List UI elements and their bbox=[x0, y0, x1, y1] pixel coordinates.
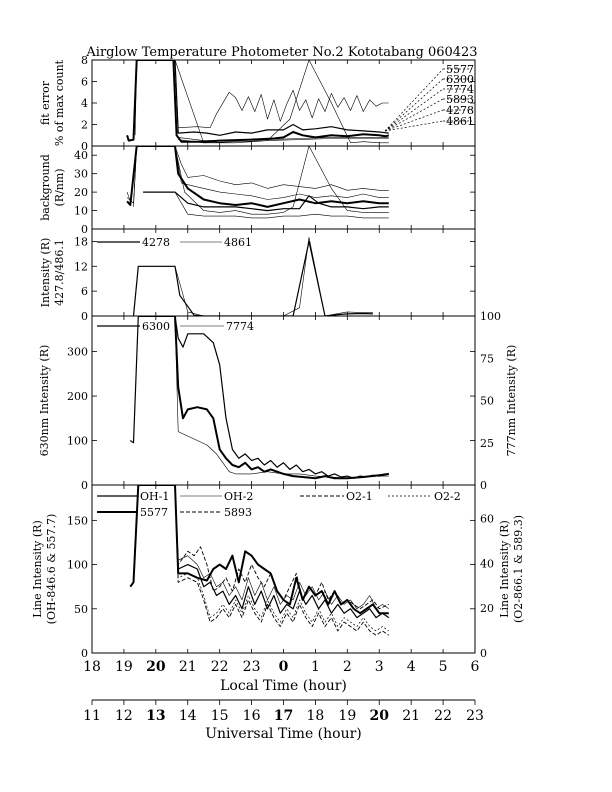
y-tick-label: 20 bbox=[74, 186, 88, 200]
series-line-7774 bbox=[134, 60, 389, 135]
legend-label: OH-2 bbox=[224, 490, 254, 503]
series-line-6300 bbox=[127, 146, 389, 201]
y-axis-label: Line Intensity (R) bbox=[31, 520, 44, 618]
x-tick-label-local: 6 bbox=[470, 659, 480, 675]
series-group bbox=[130, 485, 389, 635]
x-tick-label-local: 1 bbox=[310, 659, 320, 675]
series-label-7774: 7774 bbox=[446, 83, 474, 96]
legend-label: O2-2 bbox=[434, 490, 461, 503]
series-line-5577 bbox=[127, 146, 389, 207]
y-tick-label: 18 bbox=[74, 235, 88, 249]
y-axis-label: background bbox=[39, 154, 52, 221]
x-tick-label-ut: 15 bbox=[210, 708, 229, 724]
series-line-4861 bbox=[175, 192, 389, 218]
y-axis-label: % of max count bbox=[53, 59, 66, 147]
series-line-6300-a- bbox=[130, 316, 389, 478]
x-axis-label-ut: Universal Time (hour) bbox=[205, 726, 362, 742]
x-tick-label-local: 0 bbox=[278, 659, 289, 675]
y-axis-label: (OH-846.6 & 557.7) bbox=[45, 513, 58, 625]
y-tick-label: 6 bbox=[81, 285, 88, 299]
x-tick-label-local: 2 bbox=[342, 659, 352, 675]
y-tick-label: 2 bbox=[81, 118, 88, 132]
x-tick-label-ut: 22 bbox=[434, 708, 452, 724]
series-line-4278 bbox=[134, 241, 373, 316]
x-tick-label-ut: 13 bbox=[146, 708, 166, 724]
legend-label: 7774 bbox=[226, 320, 254, 333]
x-tick-label-local: 3 bbox=[374, 659, 384, 675]
y-tick-label: 100 bbox=[67, 434, 88, 448]
y-tick-label-right: 25 bbox=[480, 436, 494, 450]
y-tick-label-right: 0 bbox=[480, 479, 487, 492]
legend-label: 6300 bbox=[142, 320, 170, 333]
panel-blue-lines bbox=[39, 229, 475, 323]
y-tick-label: 0 bbox=[81, 310, 88, 323]
y-tick-label: 8 bbox=[81, 54, 88, 67]
panel-frame bbox=[92, 60, 475, 146]
series-group bbox=[127, 146, 389, 218]
y-tick-label-right: 20 bbox=[480, 602, 494, 616]
panel-fit-error bbox=[39, 54, 475, 153]
panels bbox=[31, 54, 525, 660]
panel-oi-red bbox=[38, 310, 518, 492]
series-label-4861: 4861 bbox=[446, 115, 474, 128]
y-tick-label-right: 100 bbox=[480, 310, 501, 323]
y-tick-label-right: 50 bbox=[480, 394, 494, 408]
y-tick-label: 0 bbox=[81, 647, 88, 660]
legend-label: 4861 bbox=[224, 236, 252, 249]
y-axis-label: 630nm Intensity (R) bbox=[38, 344, 51, 457]
y-tick-label: 0 bbox=[81, 479, 88, 492]
series-line-5893 bbox=[138, 485, 388, 609]
x-tick-label-ut: 11 bbox=[83, 708, 101, 724]
bottom-axes bbox=[83, 659, 484, 742]
y-tick-label: 30 bbox=[74, 167, 88, 181]
x-tick-label-local: 23 bbox=[242, 659, 261, 675]
series-line-6300 bbox=[134, 60, 389, 133]
panel-line-intensity bbox=[31, 485, 525, 660]
y-tick-label: 300 bbox=[67, 345, 88, 359]
x-tick-label-local: 5 bbox=[438, 659, 448, 675]
series-line-7774 bbox=[127, 146, 389, 203]
y-axis-label-right: 777nm Intensity (R) bbox=[505, 344, 518, 457]
series-line-7774 bbox=[175, 316, 389, 478]
series-label-5577: 5577 bbox=[446, 63, 474, 76]
series-group bbox=[134, 237, 373, 316]
panel-frame bbox=[92, 146, 475, 229]
y-tick-label: 6 bbox=[81, 75, 88, 89]
y-tick-label: 0 bbox=[81, 140, 88, 153]
x-tick-label-ut: 20 bbox=[369, 708, 389, 724]
y-axis-label: fit error bbox=[39, 80, 52, 126]
label-leader bbox=[385, 89, 443, 131]
legend-label: O2-1 bbox=[346, 490, 373, 503]
legend-label: OH-1 bbox=[140, 490, 170, 503]
label-leader bbox=[385, 121, 443, 131]
y-tick-label: 4 bbox=[81, 97, 88, 110]
label-leader bbox=[385, 110, 443, 131]
x-tick-label-local: 4 bbox=[406, 659, 416, 675]
y-tick-label: 150 bbox=[67, 514, 88, 528]
x-tick-label-ut: 21 bbox=[402, 708, 421, 724]
x-tick-label-ut: 12 bbox=[115, 708, 133, 724]
x-tick-label-ut: 17 bbox=[273, 708, 294, 724]
x-tick-label-local: 18 bbox=[83, 659, 101, 675]
x-tick-label-local: 19 bbox=[115, 659, 133, 675]
y-axis-label: 427.8/486.1 bbox=[53, 239, 66, 306]
y-tick-label: 50 bbox=[74, 602, 88, 616]
y-axis-label: (R/nm) bbox=[53, 168, 66, 207]
x-tick-label-ut: 19 bbox=[338, 708, 357, 724]
series-label-6300: 6300 bbox=[446, 73, 474, 86]
x-tick-label-local: 21 bbox=[178, 659, 197, 675]
y-axis-label-right: Line Intensity (R) bbox=[498, 520, 511, 618]
panel-frame bbox=[92, 316, 475, 485]
y-tick-label-right: 40 bbox=[480, 557, 494, 571]
legend-label: 5893 bbox=[224, 506, 252, 519]
y-tick-label: 200 bbox=[67, 390, 88, 404]
series-group bbox=[130, 316, 389, 478]
panel-background bbox=[39, 146, 475, 236]
series-line-5893 bbox=[134, 146, 389, 214]
series-line-4278 bbox=[143, 192, 389, 211]
legend-label: 4278 bbox=[142, 236, 170, 249]
y-tick-label: 0 bbox=[81, 223, 88, 236]
series-label-4278: 4278 bbox=[446, 104, 474, 117]
series-group bbox=[127, 60, 389, 143]
x-tick-label-local: 20 bbox=[146, 659, 166, 675]
y-tick-label-right: 75 bbox=[480, 352, 494, 366]
y-tick-label: 100 bbox=[67, 558, 88, 572]
y-axis-label-right: (O2-866.1 & 589.3) bbox=[512, 514, 525, 624]
y-axis-label: Intensity (R) bbox=[39, 237, 52, 308]
y-tick-label-right: 60 bbox=[480, 512, 494, 526]
label-leader bbox=[385, 79, 443, 131]
x-tick-label-ut: 14 bbox=[178, 708, 197, 724]
x-tick-label-ut: 16 bbox=[242, 708, 261, 724]
x-tick-label-local: 22 bbox=[210, 659, 229, 675]
series-label-5893: 5893 bbox=[446, 93, 474, 106]
series-line-4861 bbox=[134, 237, 373, 316]
x-tick-label-ut: 18 bbox=[306, 708, 325, 724]
legend-label: 5577 bbox=[140, 506, 168, 519]
chart-title: Airglow Temperature Photometer No.2 Kototabang 060423 bbox=[86, 45, 478, 60]
label-leader bbox=[385, 69, 443, 131]
y-tick-label-right: 0 bbox=[480, 647, 487, 660]
x-tick-label-ut: 23 bbox=[466, 708, 484, 724]
y-tick-label: 10 bbox=[74, 204, 88, 218]
y-tick-label: 40 bbox=[74, 149, 88, 163]
x-axis-label-local: Local Time (hour) bbox=[220, 678, 347, 694]
y-tick-label: 12 bbox=[74, 260, 88, 274]
